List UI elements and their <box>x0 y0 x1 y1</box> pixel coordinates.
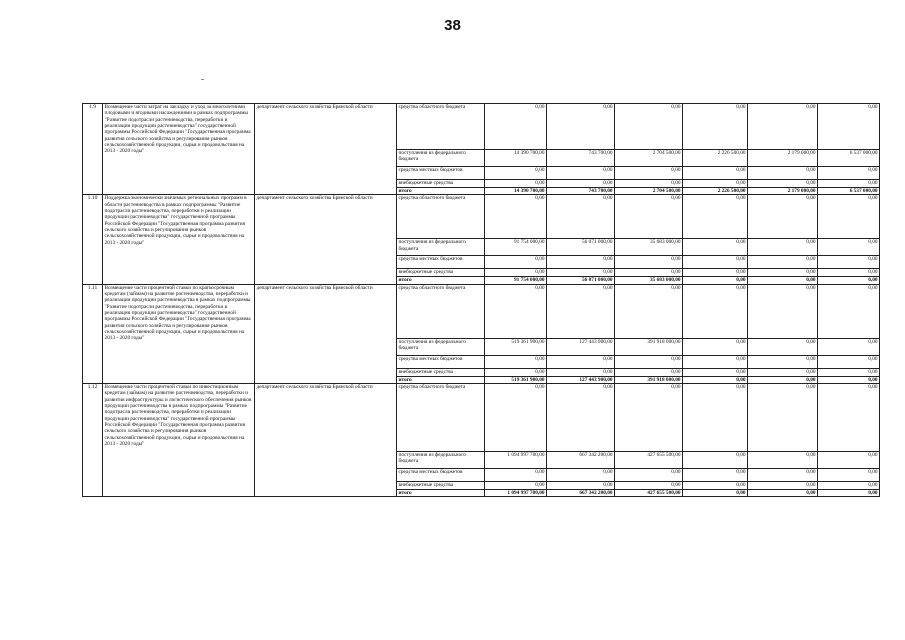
amount-cell: 0,00 <box>485 469 547 482</box>
budget-table <box>82 103 880 497</box>
amount-cell: 0,00 <box>485 167 547 180</box>
amount-cell: 0,00 <box>485 256 547 269</box>
amount-cell: 0,00 <box>748 368 818 376</box>
item-description: Возмещение части затрат на закладку и уход за многолетними плодовыми и ягодными насаждениями в рамках подпрограммы "Развитие подотрасли растениеводства, переработки и реализации продукции растениеводства" государственной программы Российской Федерации "Государственная программа развития сельского хозяйства и регулирования рынков сельскохозяйственной продукции, сырья и продовольствия на 2013 - 2020 годы" <box>103 104 255 195</box>
amount-cell: 0,00 <box>547 269 615 277</box>
funding-source-label: внебюджетные средства <box>397 482 485 490</box>
funding-source-label: средства местных бюджетов <box>397 256 485 269</box>
amount-cell: 427 655 500,00 <box>615 490 683 497</box>
amount-cell: 1 094 997 700,00 <box>485 452 547 469</box>
funding-source-label: внебюджетные средства <box>397 269 485 277</box>
amount-cell: 2 704 500,00 <box>615 188 683 195</box>
amount-cell: 0,00 <box>818 490 880 497</box>
amount-cell: 2 179 000,00 <box>748 188 818 195</box>
amount-cell: 0,00 <box>683 284 748 338</box>
funding-source-label: итого <box>397 490 485 497</box>
amount-cell: 0,00 <box>615 284 683 338</box>
item-executor: департамент сельского хозяйства Брянской области <box>255 384 397 497</box>
item-executor: департамент сельского хозяйства Брянской области <box>255 284 397 383</box>
amount-cell: 0,00 <box>683 482 748 490</box>
amount-cell: 0,00 <box>615 482 683 490</box>
amount-cell: 0,00 <box>818 482 880 490</box>
amount-cell: 0,00 <box>683 338 748 355</box>
amount-cell: 0,00 <box>683 167 748 180</box>
amount-cell: 6 537 000,00 <box>818 188 880 195</box>
amount-cell: 2 704 500,00 <box>615 150 683 167</box>
amount-cell: 0,00 <box>818 256 880 269</box>
amount-cell: 0,00 <box>547 195 615 239</box>
amount-cell: 0,00 <box>547 284 615 338</box>
amount-cell: 0,00 <box>485 195 547 239</box>
funding-source-label: итого <box>397 376 485 383</box>
amount-cell: 0,00 <box>818 239 880 256</box>
amount-cell: 0,00 <box>547 384 615 452</box>
amount-cell: 0,00 <box>748 256 818 269</box>
funding-source-label: поступления из федерального бюджета <box>397 452 485 469</box>
amount-cell: 0,00 <box>683 277 748 284</box>
amount-cell: 2 226 500,00 <box>683 188 748 195</box>
item-description: Возмещение части процентной ставки по краткосрочным кредитам (займам) на развитие растениеводства, переработки и реализации продукции растениеводства в рамках подпрограммы "Развитие подотрасли растениеводства, переработки и реализации продукции растениеводства" государственной программы Российской Федерации "Государственная программа развития сельского хозяйства и регулирования рынков сельскохозяйственной продукции, сырья и продовольствия на 2013 - 2020 годы" <box>103 284 255 383</box>
amount-cell: 0,00 <box>818 338 880 355</box>
funding-source-label: средства местных бюджетов <box>397 469 485 482</box>
amount-cell: 0,00 <box>683 195 748 239</box>
amount-cell: 56 071 000,00 <box>547 277 615 284</box>
amount-cell: 0,00 <box>818 167 880 180</box>
amount-cell: 0,00 <box>818 277 880 284</box>
amount-cell: 35 683 000,00 <box>615 239 683 256</box>
funding-source-label: средства областного бюджета <box>397 195 485 239</box>
funding-source-label: средства областного бюджета <box>397 104 485 150</box>
item-executor: департамент сельского хозяйства Брянской области <box>255 195 397 284</box>
amount-cell: 35 683 000,00 <box>615 277 683 284</box>
amount-cell: 427 655 500,00 <box>615 452 683 469</box>
amount-cell: 0,00 <box>547 180 615 188</box>
amount-cell: 0,00 <box>818 195 880 239</box>
amount-cell: 391 918 000,00 <box>615 338 683 355</box>
amount-cell: 0,00 <box>683 180 748 188</box>
funding-source-label: внебюджетные средства <box>397 368 485 376</box>
amount-cell: 0,00 <box>485 384 547 452</box>
amount-cell: 0,00 <box>615 368 683 376</box>
funding-source-label: средства областного бюджета <box>397 284 485 338</box>
amount-cell: 91 754 000,00 <box>485 277 547 284</box>
funding-source-label: поступления из федерального бюджета <box>397 150 485 167</box>
item-number: 1.9 <box>83 104 103 195</box>
amount-cell: 2 226 500,00 <box>683 150 748 167</box>
item-description: Возмещение части процентной ставки по инвестиционным кредитам (займам) на развитие растениеводства, переработки и развития инфраструктуры и логистического обеспечения рынков продукции растениеводства в рамках подпрограммы "Развитие подотрасли растениеводства, переработки и реализации продукции растениеводства" государственной программы Российской Федерации "Государственная программа развития сельского хозяйства и регулирования рынков сельскохозяйственной продукции, сырья и продовольствия на 2013 - 2020 годы" <box>103 384 255 497</box>
amount-cell: 667 342 200,00 <box>547 452 615 469</box>
amount-cell: 0,00 <box>818 180 880 188</box>
item-description: Поддержка экономически значимых региональных программ в области растениеводства в рамках подпрограммы "Развитие подотрасли растениеводства, переработки и реализации продукции растениеводства" государственной программы Российской Федерации "Государственная программа развития сельского хозяйства и регулирования рынков сельскохозяйственной продукции, сырья и продовольствия на 2013 - 2020 годы" <box>103 195 255 284</box>
amount-cell: 91 754 000,00 <box>485 239 547 256</box>
amount-cell: 0,00 <box>818 384 880 452</box>
amount-cell: 0,00 <box>748 180 818 188</box>
amount-cell: 0,00 <box>615 384 683 452</box>
amount-cell: 0,00 <box>485 368 547 376</box>
amount-cell: 0,00 <box>615 469 683 482</box>
amount-cell: 0,00 <box>818 452 880 469</box>
amount-cell: 0,00 <box>615 256 683 269</box>
scan-mark <box>201 79 204 80</box>
amount-cell: 0,00 <box>683 269 748 277</box>
amount-cell: 0,00 <box>748 355 818 368</box>
amount-cell: 667 342 200,00 <box>547 490 615 497</box>
item-number: 1.10 <box>83 195 103 284</box>
amount-cell: 0,00 <box>683 239 748 256</box>
funding-source-label: средства местных бюджетов <box>397 355 485 368</box>
amount-cell: 0,00 <box>748 338 818 355</box>
amount-cell: 0,00 <box>748 284 818 338</box>
funding-source-label: итого <box>397 188 485 195</box>
amount-cell: 0,00 <box>818 284 880 338</box>
amount-cell: 56 071 000,00 <box>547 239 615 256</box>
amount-cell: 519 361 900,00 <box>485 376 547 383</box>
amount-cell: 0,00 <box>615 355 683 368</box>
amount-cell: 0,00 <box>547 104 615 150</box>
amount-cell: 0,00 <box>818 355 880 368</box>
amount-cell: 14 390 700,00 <box>485 150 547 167</box>
funding-source-label: поступления из федерального бюджета <box>397 338 485 355</box>
table-row <box>83 284 880 338</box>
amount-cell: 0,00 <box>683 368 748 376</box>
amount-cell: 14 390 700,00 <box>485 188 547 195</box>
amount-cell: 127 443 900,00 <box>547 338 615 355</box>
amount-cell: 0,00 <box>818 368 880 376</box>
amount-cell: 1 094 997 700,00 <box>485 490 547 497</box>
amount-cell: 0,00 <box>748 104 818 150</box>
amount-cell: 0,00 <box>683 384 748 452</box>
amount-cell: 0,00 <box>748 469 818 482</box>
amount-cell: 0,00 <box>485 482 547 490</box>
amount-cell: 391 918 000,00 <box>615 376 683 383</box>
item-executor: департамент сельского хозяйства Брянской области <box>255 104 397 195</box>
amount-cell: 0,00 <box>485 180 547 188</box>
funding-source-label: итого <box>397 277 485 284</box>
amount-cell: 0,00 <box>485 284 547 338</box>
amount-cell: 0,00 <box>547 469 615 482</box>
amount-cell: 0,00 <box>748 269 818 277</box>
amount-cell: 0,00 <box>485 269 547 277</box>
amount-cell: 743 700,00 <box>547 150 615 167</box>
amount-cell: 0,00 <box>547 482 615 490</box>
table-row <box>83 195 880 239</box>
amount-cell: 0,00 <box>748 384 818 452</box>
funding-source-label: внебюджетные средства <box>397 180 485 188</box>
amount-cell: 2 179 000,00 <box>748 150 818 167</box>
amount-cell: 0,00 <box>683 452 748 469</box>
table-row <box>83 104 880 150</box>
amount-cell: 0,00 <box>615 195 683 239</box>
funding-source-label: поступления из федерального бюджета <box>397 239 485 256</box>
amount-cell: 0,00 <box>748 277 818 284</box>
amount-cell: 0,00 <box>748 195 818 239</box>
amount-cell: 0,00 <box>818 104 880 150</box>
amount-cell: 0,00 <box>683 490 748 497</box>
budget-table-body <box>83 104 880 497</box>
amount-cell: 0,00 <box>683 376 748 383</box>
funding-source-label: средства местных бюджетов <box>397 167 485 180</box>
amount-cell: 0,00 <box>818 469 880 482</box>
amount-cell: 0,00 <box>683 355 748 368</box>
amount-cell: 0,00 <box>748 490 818 497</box>
amount-cell: 0,00 <box>683 256 748 269</box>
amount-cell: 0,00 <box>615 180 683 188</box>
amount-cell: 0,00 <box>547 167 615 180</box>
amount-cell: 0,00 <box>615 269 683 277</box>
item-number: 1.12 <box>83 384 103 497</box>
amount-cell: 0,00 <box>547 256 615 269</box>
amount-cell: 0,00 <box>615 167 683 180</box>
amount-cell: 0,00 <box>683 104 748 150</box>
amount-cell: 127 443 900,00 <box>547 376 615 383</box>
amount-cell: 0,00 <box>818 269 880 277</box>
item-number: 1.11 <box>83 284 103 383</box>
table-row <box>83 384 880 452</box>
amount-cell: 0,00 <box>547 368 615 376</box>
amount-cell: 0,00 <box>547 355 615 368</box>
amount-cell: 519 361 900,00 <box>485 338 547 355</box>
amount-cell: 0,00 <box>818 376 880 383</box>
amount-cell: 0,00 <box>683 469 748 482</box>
amount-cell: 0,00 <box>748 376 818 383</box>
amount-cell: 0,00 <box>748 482 818 490</box>
funding-source-label: средства областного бюджета <box>397 384 485 452</box>
amount-cell: 0,00 <box>748 167 818 180</box>
amount-cell: 743 700,00 <box>547 188 615 195</box>
amount-cell: 0,00 <box>485 355 547 368</box>
amount-cell: 0,00 <box>485 104 547 150</box>
amount-cell: 0,00 <box>748 239 818 256</box>
amount-cell: 6 537 000,00 <box>818 150 880 167</box>
amount-cell: 0,00 <box>615 104 683 150</box>
amount-cell: 0,00 <box>748 452 818 469</box>
page-number: 38 <box>444 17 461 34</box>
